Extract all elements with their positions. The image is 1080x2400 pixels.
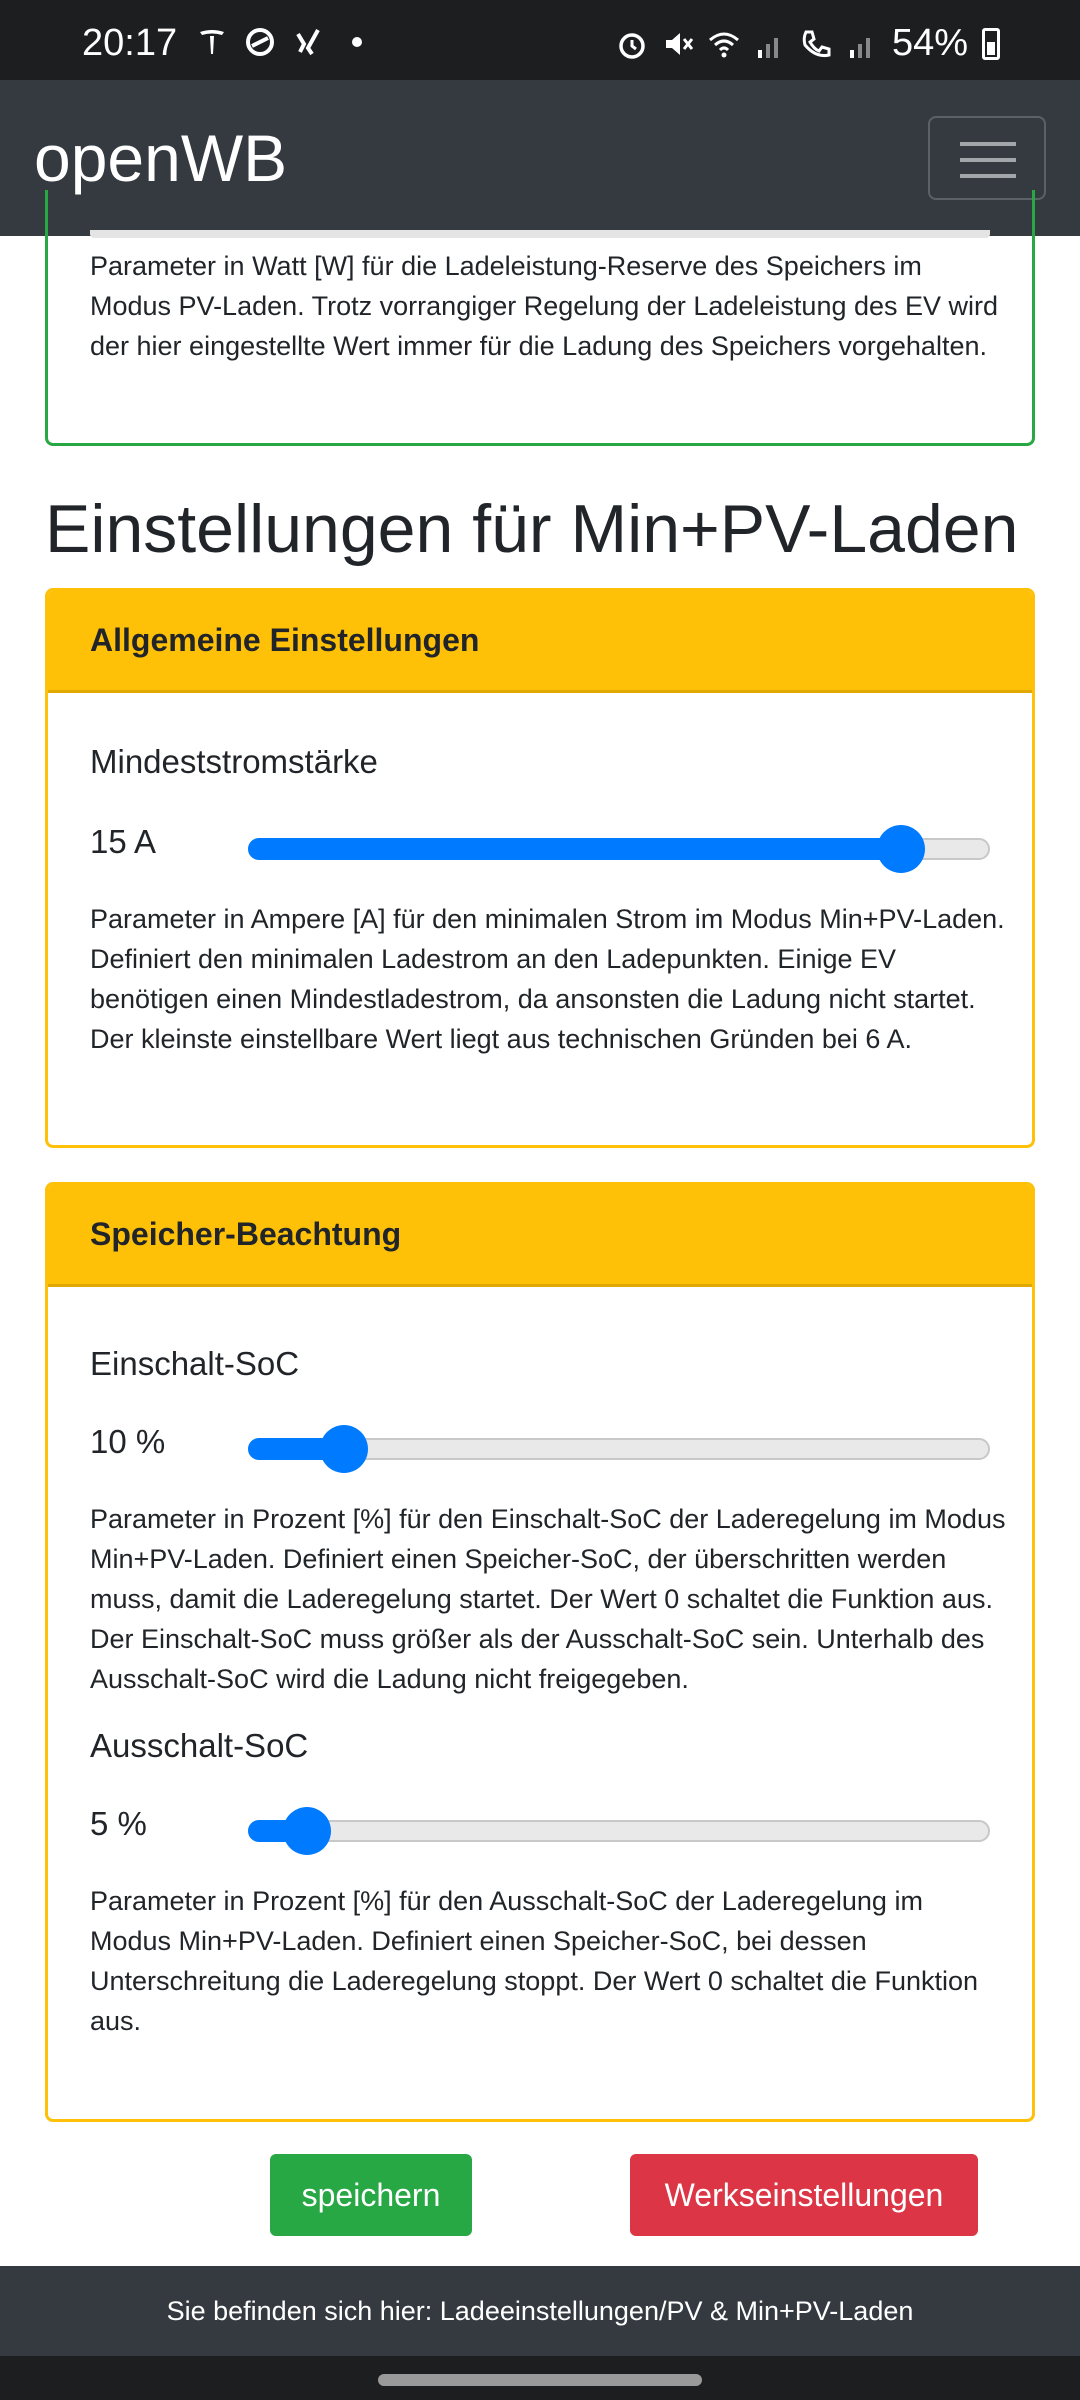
hamburger-icon-line	[960, 158, 1016, 162]
page-title: Einstellungen für Min+PV-Laden	[45, 491, 1019, 567]
off-soc-value: 5 %	[90, 1805, 147, 1842]
system-nav-bar	[0, 2356, 1080, 2400]
battery-icon	[982, 28, 1000, 60]
hamburger-icon	[960, 142, 1016, 146]
brand-logo[interactable]: openWB	[34, 121, 288, 195]
system-icons	[616, 22, 1000, 65]
slider-remnant	[90, 230, 990, 238]
storage-settings-card	[45, 1182, 1035, 2122]
on-soc-help-text: Parameter in Prozent [%] für den Einschalt-SoC der Laderegelung im Modus Min+PV-Laden. Definiert einen Speicher-SoC, der überschritten werden muss, damit die Laderegelung startet. Der Wert 0 schaltet die Funktion aus. Der Einschalt-SoC muss größer als der Ausschalt-SoC sein. Unterhalb des Ausschalt-SoC wird die Ladung nicht freigegeben.	[90, 1504, 1006, 1694]
card-header: Allgemeine Einstellungen	[48, 591, 1032, 693]
min-current-value: 15 A	[90, 823, 157, 860]
slider-track	[248, 1820, 990, 1842]
status-bar	[0, 0, 1080, 80]
slider-thumb[interactable]	[877, 825, 925, 873]
call-icon	[800, 28, 832, 60]
min-current-slider[interactable]	[248, 835, 990, 863]
breadcrumb-footer: Sie befinden sich hier: Ladeeinstellungen/PV & Min+PV-Laden	[0, 2266, 1080, 2356]
slider-thumb[interactable]	[283, 1807, 331, 1855]
signal-icon	[754, 28, 786, 60]
tesla-icon	[196, 26, 228, 58]
slider-fill	[248, 838, 901, 860]
slider-thumb[interactable]	[320, 1425, 368, 1473]
off-soc-help-text: Parameter in Prozent [%] für den Ausschalt-SoC der Laderegelung im Modus Min+PV-Laden. Definiert einen Speicher-SoC, bei dessen Unterschreitung die Laderegelung stoppt. Der Wert 0 schaltet die Funktion aus.	[90, 1886, 979, 2036]
hamburger-icon-line	[960, 174, 1016, 178]
on-soc-value: 10 %	[90, 1423, 166, 1460]
pv-reserve-card	[45, 190, 1035, 446]
min-current-label: Mindeststromstärke	[90, 743, 378, 780]
xing-icon	[292, 26, 324, 58]
battery-percent: 54%	[891, 22, 968, 64]
notification-icons	[196, 26, 362, 58]
alarm-icon	[616, 28, 648, 60]
more-notifications-icon	[352, 37, 362, 47]
card-header: Speicher-Beachtung	[48, 1185, 1032, 1287]
menu-toggle-button[interactable]	[928, 116, 1046, 200]
signal-2-icon	[846, 28, 878, 60]
save-button[interactable]: speichern	[270, 2154, 472, 2236]
factory-reset-button[interactable]: Werkseinstellungen	[630, 2154, 978, 2236]
off-soc-label: Ausschalt-SoC	[90, 1727, 309, 1764]
home-gesture-bar[interactable]	[378, 2374, 702, 2386]
on-soc-label: Einschalt-SoC	[90, 1345, 300, 1382]
general-settings-card	[45, 588, 1035, 1148]
pv-reserve-help-text: Parameter in Watt [W] für die Ladeleistung-Reserve des Speichers im Modus PV-Laden. Trotz vorrangiger Regelung der Ladeleistung des EV wird der hier eingestellte Wert immer für die Ladung des Speichers vorgehalten.	[90, 251, 999, 361]
off-soc-slider[interactable]	[248, 1817, 990, 1845]
status-time: 20:17	[82, 22, 178, 64]
app-icon	[244, 26, 276, 58]
on-soc-slider[interactable]	[248, 1435, 990, 1463]
mute-icon	[662, 28, 694, 60]
min-current-help-text: Parameter in Ampere [A] für den minimalen Strom im Modus Min+PV-Laden. Definiert den minimalen Ladestrom an den Ladepunkten. Einige EV benötigen einen Mindestladestrom, da ansonsten die Ladung nicht startet. Der kleinste einstellbare Wert liegt aus technischen Gründen bei 6 A.	[90, 904, 1005, 1054]
wifi-icon	[708, 28, 740, 60]
